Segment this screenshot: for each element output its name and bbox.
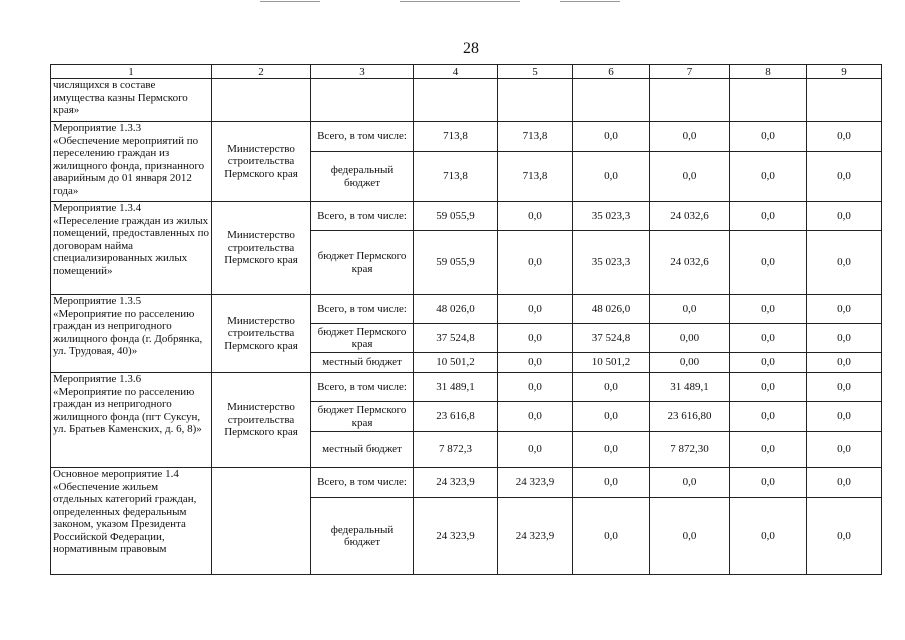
funding-source-cell: Всего, в том числе:	[311, 295, 414, 324]
value-cell: 24 323,9	[414, 468, 498, 498]
value-cell: 0,0	[807, 295, 882, 324]
value-cell: 0,0	[730, 498, 807, 575]
value-cell: 0,0	[730, 231, 807, 295]
scan-artifact-line	[260, 1, 320, 2]
value-cell: 0,0	[807, 152, 882, 202]
value-cell: 0,0	[807, 324, 882, 353]
value-cell: 0,0	[573, 152, 650, 202]
value-cell: 0,0	[807, 231, 882, 295]
event-name-cell: Мероприятие 1.3.5 «Мероприятие по расселению граждан из непригодного жилищного фонда (г. Добрянка, ул. Трудовая, 40)»	[51, 295, 212, 373]
funding-source-cell: Всего, в том числе:	[311, 122, 414, 152]
value-cell: 713,8	[498, 152, 573, 202]
value-cell: 0,0	[650, 122, 730, 152]
value-cell: 0,0	[650, 498, 730, 575]
budget-table	[50, 64, 882, 575]
table-row	[51, 373, 882, 402]
value-cell: 0,0	[573, 468, 650, 498]
header-cell: 3	[311, 65, 414, 79]
value-cell: 37 524,8	[573, 324, 650, 353]
value-cell	[573, 79, 650, 122]
value-cell: 37 524,8	[414, 324, 498, 353]
value-cell: 0,0	[573, 373, 650, 402]
funding-source-cell: бюджет Пермского края	[311, 231, 414, 295]
value-cell: 0,0	[807, 432, 882, 468]
value-cell: 0,0	[573, 498, 650, 575]
table-row	[51, 295, 882, 324]
value-cell: 0,00	[650, 353, 730, 373]
scan-artifact-line	[400, 1, 520, 2]
header-cell: 5	[498, 65, 573, 79]
funding-source-cell: бюджет Пермского края	[311, 324, 414, 353]
header-cell: 1	[51, 65, 212, 79]
value-cell: 0,0	[498, 295, 573, 324]
value-cell: 48 026,0	[414, 295, 498, 324]
executor-cell: Министерство строительства Пермского края	[212, 295, 311, 373]
scan-artifact-line	[560, 1, 620, 2]
event-name-cell: Мероприятие 1.3.3 «Обеспечение мероприятий по переселению граждан из жилищного фонда, признанного аварийным до 01 января 2012 года»	[51, 122, 212, 202]
value-cell: 0,0	[730, 432, 807, 468]
value-cell: 24 323,9	[414, 498, 498, 575]
event-name-cell: Мероприятие 1.3.4 «Переселение граждан из жилых помещений, предоставленных по договорам найма специализированных жилых помещений»	[51, 202, 212, 295]
header-cell: 2	[212, 65, 311, 79]
value-cell: 713,8	[414, 152, 498, 202]
funding-source-cell: Всего, в том числе:	[311, 202, 414, 231]
executor-cell: Министерство строительства Пермского края	[212, 202, 311, 295]
header-cell: 6	[573, 65, 650, 79]
value-cell: 0,0	[573, 122, 650, 152]
value-cell: 23 616,8	[414, 402, 498, 432]
value-cell: 0,0	[730, 202, 807, 231]
event-name-cell: Мероприятие 1.3.6 «Мероприятие по расселению граждан из непригодного жилищного фонда (пгт Суксун, ул. Братьев Каменских, д. 6, 8)»	[51, 373, 212, 468]
value-cell: 24 323,9	[498, 468, 573, 498]
funding-source-cell	[311, 79, 414, 122]
value-cell: 35 023,3	[573, 231, 650, 295]
column-number-row	[51, 65, 882, 79]
funding-source-cell: федеральный бюджет	[311, 498, 414, 575]
value-cell: 7 872,3	[414, 432, 498, 468]
event-name-cell: числящихся в составе имущества казны Пермского края»	[51, 79, 212, 122]
value-cell: 713,8	[498, 122, 573, 152]
value-cell: 59 055,9	[414, 202, 498, 231]
value-cell: 0,0	[498, 324, 573, 353]
value-cell: 0,0	[573, 402, 650, 432]
funding-source-cell: Всего, в том числе:	[311, 373, 414, 402]
value-cell: 10 501,2	[414, 353, 498, 373]
value-cell: 0,0	[498, 402, 573, 432]
value-cell: 0,0	[730, 373, 807, 402]
table-row	[51, 122, 882, 152]
value-cell: 0,0	[807, 373, 882, 402]
value-cell: 7 872,30	[650, 432, 730, 468]
value-cell: 48 026,0	[573, 295, 650, 324]
value-cell: 24 032,6	[650, 202, 730, 231]
value-cell: 35 023,3	[573, 202, 650, 231]
event-name-cell: Основное мероприятие 1.4 «Обеспечение жильем отдельных категорий граждан, определенных федеральным законом, указом Президента Российской Федерации, нормативным правовым	[51, 468, 212, 575]
value-cell: 59 055,9	[414, 231, 498, 295]
value-cell	[498, 79, 573, 122]
funding-source-cell: федеральный бюджет	[311, 152, 414, 202]
header-cell: 7	[650, 65, 730, 79]
value-cell: 0,0	[730, 468, 807, 498]
value-cell: 713,8	[414, 122, 498, 152]
header-cell: 4	[414, 65, 498, 79]
value-cell: 0,0	[498, 373, 573, 402]
value-cell: 0,0	[807, 353, 882, 373]
value-cell: 10 501,2	[573, 353, 650, 373]
funding-source-cell: бюджет Пермского края	[311, 402, 414, 432]
header-cell: 9	[807, 65, 882, 79]
funding-source-cell: местный бюджет	[311, 353, 414, 373]
value-cell: 0,0	[650, 152, 730, 202]
value-cell: 0,0	[730, 402, 807, 432]
value-cell	[730, 79, 807, 122]
value-cell: 0,0	[730, 353, 807, 373]
value-cell: 0,0	[730, 295, 807, 324]
value-cell: 0,0	[498, 231, 573, 295]
executor-cell: Министерство строительства Пермского края	[212, 122, 311, 202]
executor-cell	[212, 79, 311, 122]
value-cell: 23 616,80	[650, 402, 730, 432]
value-cell: 0,0	[807, 122, 882, 152]
table-row	[51, 202, 882, 231]
value-cell: 0,0	[730, 324, 807, 353]
table-row	[51, 79, 882, 122]
value-cell: 0,0	[498, 432, 573, 468]
executor-cell	[212, 468, 311, 575]
value-cell: 0,0	[650, 295, 730, 324]
value-cell: 31 489,1	[414, 373, 498, 402]
value-cell: 0,0	[807, 202, 882, 231]
value-cell: 0,00	[650, 324, 730, 353]
value-cell: 24 032,6	[650, 231, 730, 295]
value-cell: 0,0	[650, 468, 730, 498]
value-cell	[807, 79, 882, 122]
value-cell: 0,0	[807, 402, 882, 432]
value-cell: 0,0	[498, 202, 573, 231]
header-cell: 8	[730, 65, 807, 79]
value-cell: 24 323,9	[498, 498, 573, 575]
funding-source-cell: Всего, в том числе:	[311, 468, 414, 498]
value-cell: 0,0	[498, 353, 573, 373]
funding-source-cell: местный бюджет	[311, 432, 414, 468]
value-cell	[414, 79, 498, 122]
value-cell: 0,0	[730, 122, 807, 152]
value-cell: 31 489,1	[650, 373, 730, 402]
page-number: 28	[463, 40, 479, 57]
table-row	[51, 468, 882, 498]
value-cell: 0,0	[573, 432, 650, 468]
value-cell: 0,0	[730, 152, 807, 202]
value-cell: 0,0	[807, 468, 882, 498]
value-cell	[650, 79, 730, 122]
value-cell: 0,0	[807, 498, 882, 575]
executor-cell: Министерство строительства Пермского края	[212, 373, 311, 468]
